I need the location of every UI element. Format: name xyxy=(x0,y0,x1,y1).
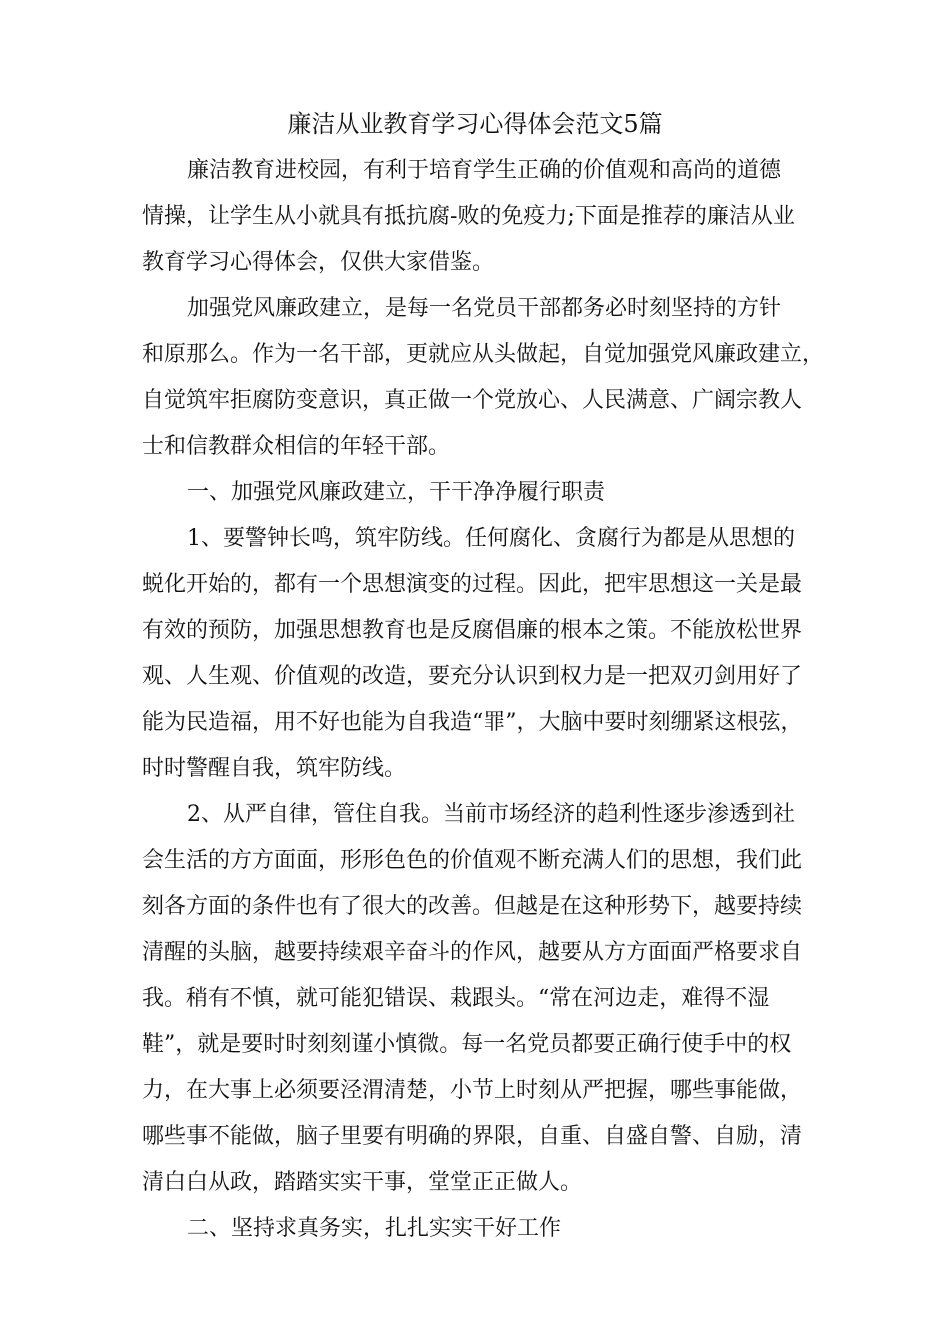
paragraph xyxy=(142,148,832,286)
text-line: 情操，让学生从小就具有抵抗腐-败的免疫力;下面是推荐的廉洁从业 xyxy=(142,204,795,229)
text-line: 蜕化开始的，都有一个思想演变的过程。因此，把牢思想这一关是最 xyxy=(142,572,803,597)
paragraph xyxy=(142,792,832,1206)
text-line: 有效的预防，加强思想教育也是反腐倡廉的根本之策。不能放松世界 xyxy=(142,618,803,643)
text-line: 我。稍有不慎，就可能犯错误、栽跟头。“常在河边走，难得不湿 xyxy=(142,986,770,1011)
text-line: 哪些事不能做，脑子里要有明确的界限，自重、自盛自警、自励，清 xyxy=(142,1124,803,1149)
text-line: 一、加强党风廉政建立，干干净净履行职责 xyxy=(187,480,606,505)
document-title: 廉洁从业教育学习心得体会范文5篇 xyxy=(287,110,663,138)
text-line: 时时警醒自我，筑牢防线。 xyxy=(142,756,407,781)
paragraph xyxy=(142,470,832,516)
text-line: 加强党风廉政建立，是每一名党员干部都务必时刻坚持的方针 xyxy=(187,296,782,321)
text-line: 力，在大事上必须要泾渭清楚，小节上时刻从严把握，哪些事能做， xyxy=(142,1078,803,1103)
text-line: 士和信教群众相信的年轻干部。 xyxy=(142,434,451,459)
paragraph xyxy=(142,286,832,470)
text-line: 和原那么。作为一名干部，更就应从头做起，自觉加强党风廉政建立， xyxy=(142,342,825,367)
text-line: 能为民造福，用不好也能为自我造“罪”，大脑中要时刻绷紧这根弦， xyxy=(142,710,803,735)
text-line: 二、坚持求真务实，扎扎实实干好工作 xyxy=(187,1216,562,1241)
text-line: 自觉筑牢拒腐防变意识，真正做一个党放心、人民满意、广阔宗教人 xyxy=(142,388,803,413)
text-line: 清白白从政，踏踏实实干事，堂堂正正做人。 xyxy=(142,1170,583,1195)
text-line: 会生活的方方面面，形形色色的价值观不断充满人们的思想，我们此 xyxy=(142,848,803,873)
paragraph xyxy=(142,1206,832,1252)
text-line: 廉洁教育进校园，有利于培育学生正确的价值观和高尚的道德 xyxy=(187,158,782,183)
text-line: 2、从严自律，管住自我。当前市场经济的趋利性逐步渗透到社 xyxy=(187,802,795,827)
paragraph xyxy=(142,516,832,792)
document-body xyxy=(142,148,832,1252)
text-line: 鞋”，就是要时时刻刻谨小慎微。每一名党员都要正确行使手中的权 xyxy=(142,1032,792,1057)
text-line: 教育学习心得体会，仅供大家借鉴。 xyxy=(142,250,495,275)
text-line: 1、要警钟长鸣，筑牢防线。任何腐化、贪腐行为都是从思想的 xyxy=(187,526,795,551)
text-line: 刻各方面的条件也有了很大的改善。但越是在这种形势下，越要持续 xyxy=(142,894,803,919)
text-line: 观、人生观、价值观的改造，要充分认识到权力是一把双刃剑用好了 xyxy=(142,664,803,689)
text-line: 清醒的头脑，越要持续艰辛奋斗的作风，越要从方方面面严格要求自 xyxy=(142,940,803,965)
